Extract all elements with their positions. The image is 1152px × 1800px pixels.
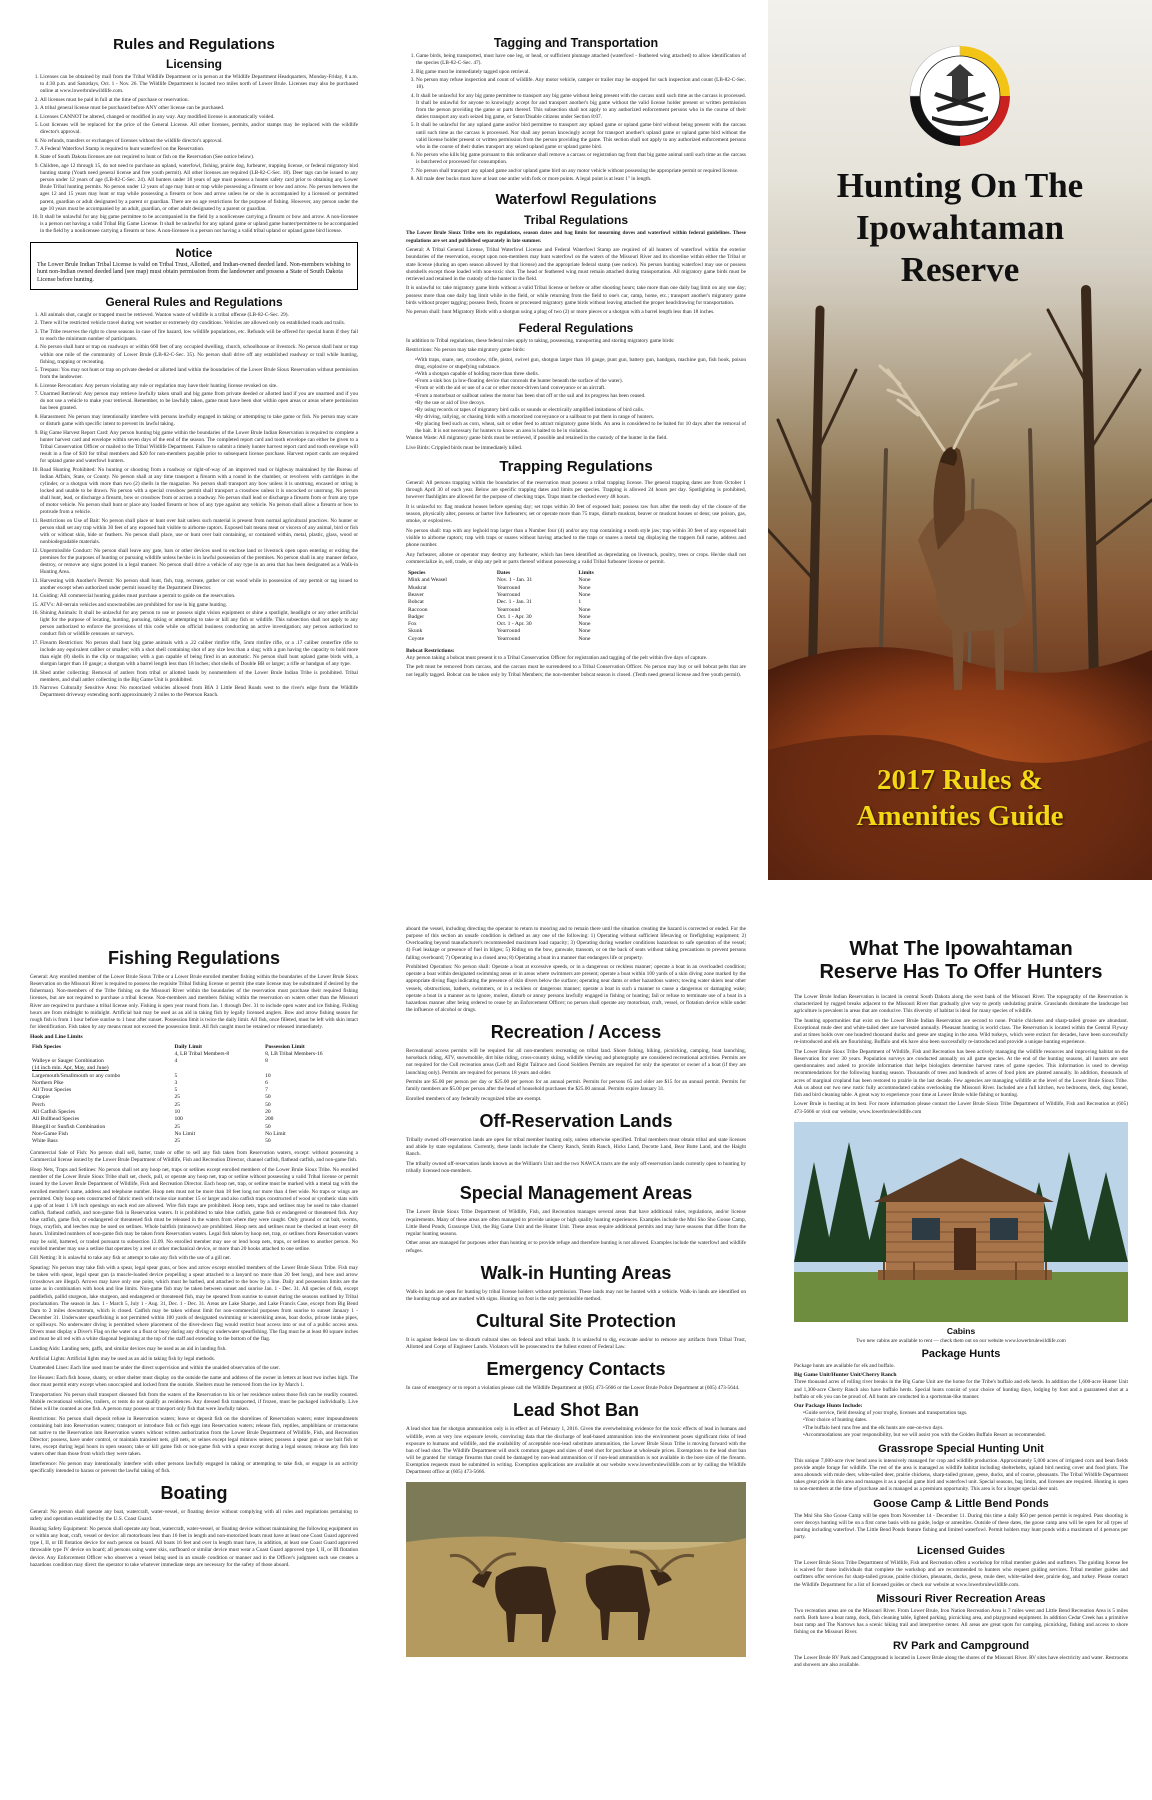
general-rule-item: 8. Harassment: No person may intentionally interfere with persons lawfully engaged in taking or attempting to take game or fish. No person may scare or disturb game with specific intent to prevent its lawful taking. bbox=[40, 414, 358, 428]
table-row bbox=[406, 592, 617, 599]
boating-general: General: No person shall operate any boat, watercraft, water-vessel, or floating device without complying with all rules and regulations pertaining to safety and operation established by the U.S. Coast Guard. bbox=[30, 1509, 358, 1523]
federal-restriction-item: • By the use or aid of live decoys. bbox=[415, 400, 746, 407]
federal-restriction-item: • From a motorboat or sailboat unless the motor has been shut off or the sail and its progress has been ceased. bbox=[415, 393, 746, 400]
federal-restriction-item: • By using records or tapes of migratory bird calls or sounds or electrically amplified imitations of bird calls. bbox=[415, 407, 746, 414]
table-row bbox=[406, 636, 617, 643]
moose-photo bbox=[406, 1482, 746, 1657]
table-cell: Skunk bbox=[408, 628, 423, 635]
lead-shot-heading: Lead Shot Ban bbox=[512, 1400, 639, 1421]
table-cell: 200 bbox=[265, 1116, 274, 1123]
table-cell: Non-Game Fish bbox=[32, 1130, 68, 1137]
panel-fishing-boating bbox=[0, 920, 384, 1800]
table-cell: Coyote bbox=[408, 635, 425, 642]
tribal-unlawful: It is unlawful to: take migratory game birds without a valid Tribal license or before or after shooting hours; take more than one daily bag limit on any one day; possess more than one daily bag limit while in the field, or while returning from the field to one's car, camp, home, etc.; transport another's migratory game birds without proper tagging; possess fresh, frozen or processed migratory game birds without leaving attached the proper head/drawing for transportation. bbox=[406, 285, 746, 306]
fishing-paragraph: Interference: No person may intentionally interfere with other persons lawfully engaged in taking or attempting to take fish, or engage in an activity specifically intended to harass or prevent the lawful taking of fish. bbox=[30, 1460, 358, 1475]
tagging-item: 2. Big game must be immediately tagged upon retrieval. bbox=[416, 69, 746, 76]
table-cell: 25 bbox=[174, 1094, 181, 1101]
table-row bbox=[30, 1065, 358, 1072]
licensed-guides-heading: Licensed Guides bbox=[916, 1545, 1006, 1558]
boating-safety: Boating Safety Equipment: No person shall operate any boat, watercraft, water-vessel, or floating device without maintaining the following equipment on or within any boat, craft, vessel or device: all motorboats less than 16 feet in length and non-motorized boats must have at least one Coast Guard approved type I, II, or III flotation device for each person on board. All boats 16 feet and over in length must have, in addition, at least one Coast Guard approved throwable type IV device on board; all persons using water skis, surfboard or similar device must wear a Coast Guard approved type I, II, or III flotation device. Any Enforcement Officer who observes a vessel being used in an unsafe condition or manner and in the Officer's judgment such use creates a hazardous condition may direct the operator to take whatever immediate steps are necessary for the safety of those aboard. bbox=[30, 1526, 358, 1568]
tagging-item: 7. No person shall transport any upland game and/or upland game bird on any motor vehicle without possessing the appropriate permit or required license. bbox=[416, 168, 746, 175]
general-rule-item: 2. There will be restricted vehicle travel during wet weather or extremely dry conditions. Vehicles are allowed only on established roads and trails. bbox=[40, 320, 358, 327]
general-rule-item: 3. The Tribe reserves the right to close seasons in case of fire hazard, low wildlife populations, etc. Refunds will be offered for special hunts if they fail to reach the minimum number of participants. bbox=[40, 329, 358, 343]
table-cell: Yearround bbox=[496, 628, 521, 635]
table-row bbox=[30, 1131, 358, 1138]
off-reservation-text-2: The tribally owned off-reservation lands known as the William's Unit and the two NAWCA tracts are the only off-reservation lands currently open to hunting by tribally licensed non-members. bbox=[406, 1161, 746, 1175]
fishing-paragraph: Spearing: No person may take fish with a spear, legal spear guns, or bow and arrow except enrolled members of the Lower Brule Sioux Tribe. Fish may be taken with spear, legal spear gun (a muscle-loaded device propelling a spear attached to a lanyard no more than 20 feet long), and bow and arrow (crossbows are illegal). Arrows may have only one point, which must be barbed, and attached to the bow by a line. Daily and possession limits are the same as in combination with hook and line limits. Non-game fish may be taken between sunset and sunrise Jan. 1 - Dec. 31. All species of fish, except paddlefish, pallid sturgeon, lake sturgeon, and endangered or threatened fish, may be speared from sunrise to sunset during the seasons outlined by Tribal proclamation. The season in Jan. 1 - March 5, July 1 - Aug. 31, Dec. 1 - Dec. 31. Areas are Lake Sharpe, and Lake Francis Case, except from Big Bend Dam to 2 miles downstream, which is closed. Catfish may be taken without limit for non-commercial purposes from sunrise to sunset January 1 - December 31. Underwater spearfishing is not permitted within 100 yards of designated swimming or waterskiing areas, boat docks, private intake pipes, or spillways. No underwater diving is permitted where placement of the diver-down flag would restrict boat access into or out of a public access area. Divers must display a Diver's Flag on the water on a float or buoy during any diving or underwater spearfishing. The flag must be at least 80 square inches and must be all red with a white diagonal beginning at the top of the staff and extending to the bottom of the flag. bbox=[30, 1264, 358, 1343]
table-cell: None bbox=[578, 613, 591, 620]
cover-title-line: Reserve bbox=[900, 250, 1020, 289]
general-rule-item: 12. Unpermissible Conduct: No person shall leave any gate, bars or other devices used to enclose land or livestock open upon entering or exiting the premises for the purposes of hunting or pursuing wildlife unless he/she is in lawful possession of the premises. No person shall in any manner deface, destroy, or remove any signs posted in a legal manner. No person shall drive a vehicle of any type in an area that has been designated as a Walk-in Hunting Area. bbox=[40, 548, 358, 577]
fishing-paragraph: Commercial Sale of Fish: No person shall sell, barter, trade or offer to sell any fish taken from Reservation waters, except: without possessing a Commercial license issued by the Lower Brule Department of Wildlife, Fish and Recreation Director, channel catfish, flathead catfish, and non-game fish. bbox=[30, 1150, 358, 1164]
missouri-river-heading: Missouri River Recreation Areas bbox=[876, 1592, 1046, 1605]
licensing-item: 10. It shall be unlawful for any big game permittee to be accompanied in the field by a nonlicensee carrying a firearm or bow and arrow. A non-licensee is a person not having a valid Tribal Big Game License. It shall be unlawful for any upland game or upland game hunter/permittee to be accompanied in the field by a nonlicensee carrying a firearm or bow. A non-licensee is a person not having a valid tribal upland or upland game bird license. bbox=[40, 214, 358, 235]
amenities-title-line: What The Ipowahtaman bbox=[849, 938, 1073, 960]
table-cell: None bbox=[578, 577, 591, 584]
table-cell: Walleye or Sauger Combination bbox=[32, 1058, 104, 1065]
table-header-cell: Possession Limit bbox=[265, 1043, 305, 1050]
hook-line-limits-heading: Hook and Line Limits bbox=[30, 1033, 83, 1040]
table-cell: 50 bbox=[265, 1094, 271, 1101]
table-cell: Muskrat bbox=[408, 584, 427, 591]
fishing-paragraph: Restrictions: No person shall deposit refuse in Reservation waters; leave or deposit fish on the shorelines of Reservation waters; enter impoundments containing bait into Reservation waters; transport or introduce fish or fish eggs into Reservation waters; release fish, reptiles, amphibians or crustaceans not native to the Reservation into Reservation waters without written authorization from the Lower Brule Department of Wildlife, Fish, and Recreation Director; possess, have under control, or maintain transient nets, gill nets, or seines except legal minnow seines; possess a spear gun or use bait fish or lures, except during legal hours in open season; take or kill game fish or non-game fish with a spear except during a legal season; release any fish into waters other than those from which they were taken. bbox=[30, 1415, 358, 1458]
table-cell: 6 bbox=[265, 1079, 268, 1086]
table-cell: Yearround bbox=[496, 635, 521, 642]
general-rule-item: 5. Trespass: You may not hunt or trap on private deeded or allotted land within the boundaries of the Lower Brule Sioux Reservation without permission from the landowner. bbox=[40, 367, 358, 381]
package-include-item: • The buffalo herd runs free and the elk hunts are one-on-two days. bbox=[803, 1425, 1128, 1432]
federal-restriction-item: • By placing feed such as corn, wheat, salt or other feed to attract migratory game birds. An area is considered to be baited for 10 days after the removal of the bait. It is not necessary for hunters to know an area is baited to be in violation. bbox=[415, 421, 746, 435]
trapping-heading: Trapping Regulations bbox=[499, 458, 653, 476]
federal-restriction-item: • From a sink box (a low-floating device that conceals the hunter beneath the surface of the water). bbox=[415, 378, 746, 385]
general-rule-item: 7. Unarmed Retrieval: Any person may retrieve lawfully taken small and big game from private deeded or allotted land if you are unarmed and if you do not use a vehicle to make your retrieval. Remember, to be lawfully taken, game must have been shot within open areas or areas where permission has been granted. bbox=[40, 391, 358, 412]
table-cell: Fox bbox=[408, 621, 417, 628]
table-cell: 10 bbox=[265, 1072, 271, 1079]
cover-subtitle-line: Amenities Guide bbox=[856, 800, 1064, 833]
table-header-cell: Fish Species bbox=[32, 1043, 62, 1050]
federal-regulations-heading: Federal Regulations bbox=[518, 320, 634, 335]
cabin-photo bbox=[794, 1122, 1128, 1322]
trapping-furbearer: Any furbearer, allotee or operator may destroy any furbearer, which has been identified as depredating on livestock, poultry, trees or crops. He/she shall not commercialize in, sell, trade, or ship any pelt or parts thereof without possessing a valid Tribal furbearer license or permit. bbox=[406, 551, 746, 566]
licensing-item: 8. State of South Dakota licenses are not required to hunt or fish on the Reservation (See notice below). bbox=[40, 154, 358, 161]
recreation-exempt: Enrolled members of any federally recognized tribe are exempt. bbox=[406, 1096, 542, 1103]
amenities-intro: The hunting opportunities that exist on the Lower Brule Indian Reservation are second to none. Prairie chickens and sharp-tailed grouse are abundant. Exceptional mule deer and white-tailed deer are harvested annually. Pheasant hunting is world class. The Reservation is located within the Central Flyway and at times holds over one hundred thousand ducks and geese are staging in the area. Wild turkeys, which were extinct for decades, have been successfully re-introduced and elk are flourishing. Buffalo and elk have also been successfully re-introduced and provide a unique hunting experience. bbox=[794, 1017, 1128, 1046]
package-includes-list bbox=[794, 1410, 1128, 1439]
table-cell: 1 bbox=[578, 599, 582, 606]
package-hunts-heading: Package Hunts bbox=[921, 1347, 1001, 1360]
recreation-fees: Permits are $5.00 per person per day or $25.00 per person for an annual permit. Permits for persons 65 and older are $15 for an annual permit. Permits for family members are $5.00 per person after the head of household purchases the $25.00 annual. Permits expire January 31. bbox=[406, 1079, 746, 1093]
table-cell: None bbox=[578, 606, 591, 613]
table-row bbox=[406, 621, 617, 628]
table-cell: No Limit bbox=[174, 1130, 196, 1137]
fishing-paragraph: Ice Houses: Each fish house, shanty, or other shelter must display on the outside the name and address of the owner in letters at least two inches high. The door must permit entry except when unoccupied and locked from the outside. Shelters must be removed from the ice by March 1. bbox=[30, 1374, 358, 1389]
tagging-list bbox=[406, 53, 746, 183]
table-cell: Yearround bbox=[496, 584, 521, 591]
table-cell: 50 bbox=[265, 1101, 271, 1108]
tribal-no-person: No person shall: hunt Migratory Birds with a shotgun using a plug of two (2) or more pieces or a shotgun with a barrel length less than 18 inches. bbox=[406, 309, 715, 316]
big-game-unit-heading: Big Game Unit/Hunter Unit/Cherry Ranch bbox=[794, 1372, 897, 1379]
table-cell: No Limit bbox=[265, 1130, 286, 1137]
federal-restrictions: Restrictions: No person may take migratory game birds: bbox=[406, 347, 526, 354]
goose-camp-text: The Mni Sho Sho Goose Camp will be open from November 14 - December 11. During this time a daily $50 per person permit is required. Pass shooting is over decoys hunting will be on a first come basis with no guide, lodge or amenities. Outside of these dates, the goose camp area will be open for all types of hunting including waterfowl. The Little Bend Ponds feature fishing and limited waterfowl. Permit holders may hunt ponds with a maximum of 4 persons per party. bbox=[794, 1512, 1128, 1540]
licensing-item: 9. Children, age 12 through 15, do not need to purchase an upland, waterfowl, fishing, prairie dog, furbearer, trapping license, or federal migratory bird hunting stamp (Youth need general license and free youth permit). All other licenses are required (LB-82-C-Sec. 18). Deer tags can be issued to any person under 12 years of age (LB-82-C-Sec. 24). All hunters under 18 years of age must possess a hunter safety card prior to obtaining any Lower Brule Tribal hunting permits. No person under 12 years of age may hunt or trap while possessing a firearm or bow and arrow. No person between the ages 12 and 15 years may hunt or trap while possessing a firearm or bow and arrow unless he or she is accompanied by a licensed or permitted parent, guardian or adult designated by a parent or guardian. There are no age restrictions for the purpose of fishing. However, any person under the age 10 years must be accompanied by an adult, guardian, or other adult designated by a parent or guardian. bbox=[40, 163, 358, 213]
lead-shot-text: A lead shot ban for shotgun ammunition only is in effect as of February 1, 2016. Given the overwhelming evidence for the toxic effects of lead in humans and wildlife, even at very low exposure levels, convincing data that the discharge of lead-based ammunition into the environment poses significant risks of lead exposure to humans and wildlife, and the availability of acceptable non-lead substitute ammunition, the Lower Brule Sioux Tribe is moving forward with the ban of lead shot. The Wildlife Department will stock common gauges and sizes of steel shot for purchase at wholesale prices. Exemptions to the lead shot ban will be granted for vintage firearms that could be damaged by non-lead ammunition or if non-lead ammunition is not available in the bore size of the firearm. Exemption requests must be submitted in writing. Exemption applications are available at our website www.lowerbrulewildlife.com or by calling the Wildlife Department office at (605) 473-5666. bbox=[406, 1426, 746, 1476]
rv-park-text: The Lower Brule RV Park and Campground is located in Lower Brule along the shores of the Missouri River. RV sites have electricity and water. Restrooms and showers are also available. bbox=[794, 1655, 1128, 1669]
panel-recreation-access bbox=[384, 920, 768, 1800]
tagging-item: 6. No person who kills big game pursuant to this ordinance shall remove a carcass or registration tag from that big game animal until such time as the carcass is butchered or processed for consumption. bbox=[416, 152, 746, 166]
table-cell: 8 bbox=[265, 1058, 268, 1065]
package-hunts-text: Package hunts are available for elk and buffalo. bbox=[794, 1362, 895, 1369]
missouri-river-text: Two recreation areas are on the Missouri River. From Lower Brule, Iron Nation Recreation Area is 7 miles west and Little Bend Recreation Area is 5 miles north. Both have a boat ramp, dock, fish cleaning table, lighted parking, picnicking area, and playground equipment. In addition Cedar Creek has a primitive boat ramp and The Narrows has a scenic hiking trail and interpretive center. All areas are great spots for camping, picnicking, fishing and access to shore fishing on the Missouri River. bbox=[794, 1607, 1128, 1636]
table-cell: Yearround bbox=[496, 606, 521, 613]
goose-camp-heading: Goose Camp & Little Bend Ponds bbox=[873, 1497, 1049, 1510]
cabins-caption: Cabins bbox=[946, 1325, 976, 1336]
table-row bbox=[406, 614, 617, 621]
table-header-cell: Species bbox=[408, 570, 426, 577]
cover-subtitle-line: 2017 Rules & bbox=[877, 764, 1043, 796]
table-cell: Bluegill or Sunfish Combination bbox=[32, 1123, 106, 1130]
bobcat-heading: Bobcat Restrictions: bbox=[406, 647, 455, 654]
table-cell: None bbox=[578, 591, 591, 598]
amenities-intro: Lower Brule is hosting at its best. For more information please contact the Lower Brule Sioux Tribe Department of Wildlife, Fish and Recreation at (605) 473-5666 or visit our website, www.lowerbrulewildlife.com bbox=[794, 1101, 1128, 1115]
amenities-intro: The Lower Brule Indian Reservation is located in central South Dakota along the west bank of the Missouri River. The topography of the Reservation is characterized by rugged breaks adjacent to the Missouri River that gradually give way to gently undulating prairie. Grasslands dominate the landscape but agriculture is prevalent in areas that are conducive. This diversity of habitat is ideal for many species of wildlife. bbox=[794, 994, 1128, 1015]
table-cell: All Bullhead Species bbox=[32, 1116, 80, 1123]
table-cell: White Bass bbox=[32, 1138, 58, 1145]
tagging-item: 4. It shall be unlawful for any big game permittee to transport any big game without being present with the carcass until such time as the carcass is processed. It shall be unlawful for anyone to knowingly accept for and transport another's big game without the valid license holder present or written permission from the person providing the game or parts thereof. This subsection shall not apply to any authorized enforcement persons who in the course of their duties transport any such seized big game, or Sutor/Disable citizens under Section 8:07. bbox=[416, 93, 746, 122]
table-cell bbox=[30, 1051, 172, 1058]
table-cell: Badger bbox=[408, 613, 425, 620]
fishing-paragraph: Artificial Lights: Artificial lights may be used as an aid in taking fish by legal methods. bbox=[30, 1355, 216, 1362]
grassrope-text: This unique 7,000-acre river bend area is intensively managed for crop and wildlife production. Approximately 5,000 acres of irrigated corn and bean fields provide ample forage for wildlife. The rest of the area is managed as wildlife habitat including shelterbelts, upland bird nesting cover and food plots. The area abounds with mule deer, white-tailed deer, prairie chickens, sharp-tailed grouse, geese, ducks, and of course, pheasants. The Tribal Wildlife Department takes great pride in this area and manages it as a special game bird and waterfowl unit. Special seasons, bag limits, and licenses are required. Hunting is open to non-members at the time of purchase and is managed as a premium opportunity. This area is for a longer special deer unit. bbox=[794, 1457, 1128, 1493]
table-header-cell: Daily Limit bbox=[174, 1043, 202, 1050]
bobcat-text-1: Any person taking a bobcat must present it to a Tribal Conservation Officer for registration and tagging of the pelt within five days of capture. bbox=[406, 654, 708, 661]
licensing-heading: Licensing bbox=[165, 57, 222, 71]
table-row bbox=[30, 1124, 358, 1131]
table-cell: Perch bbox=[32, 1101, 45, 1108]
table-row bbox=[406, 577, 617, 584]
special-areas-text: The Lower Brule Sioux Tribe Department of Wildlife, Fish, and Recreation manages several areas that have additional rules, regulations, and/or license requirements. Many of these areas are often managed to provide unique or high quality hunting experiences. Examples include the Mni Sho Sho Goose Camp, Little Bend Ponds, Grassrope Unit, the Big Game Unit and the Hunter Unit. These areas require additional permits and may have seasons that differ from the regular hunting seasons. bbox=[406, 1209, 746, 1237]
limits-header bbox=[30, 1044, 358, 1051]
fishing-general: General: Any enrolled member of the Lower Brule Sioux Tribe or a Lower Brule enrolled member fishing within the boundaries of the Lower Brule Sioux Reservation on the Missouri River is required to possess the requisite Tribal fishing license or permit (the state license may be substituted if desired by the fisherman). Non-members of the Tribe fishing on the Missouri River within the boundaries of the reservation must purchase their required fishing licenses, but are not required to purchase a tribal license. Non-members and members fishing within the reservation on waters other than the Missouri River are required to purchase a tribal license only. Fishing is open year round from Jan. 1 through Dec. 31 to include open water and ice fishing. Fishing hours are from midnight to midnight. Artificial bait may be used as an aid in taking fish by legally licensed anglers. Bow and arrow fishing season for rough fish is from 1 hour before sunrise to 1 hour after sunset. Possession limit is twice the daily limit. All fish, once filleted, must be left with skin intact for identification. Fish taken by any means must not exceed the possession limit. All fish caught must be retained or released immediately. bbox=[30, 974, 358, 1030]
table-row bbox=[406, 599, 617, 606]
tribal-intro: The Lower Brule Sioux Tribe sets its regulations, season dates and bag limits for mourning doves and waterfowl within federal guidelines. These regulations are set and published separately in late summer. bbox=[406, 230, 746, 244]
trapping-table-header bbox=[406, 570, 617, 577]
table-cell: 7 bbox=[265, 1087, 268, 1094]
walk-in-text: Walk-in lands are open for hunting by tribal license holders without permission. These lands may not be hunted with a vehicle. Walk-in lands are identified on the hunting map and are marked with signs. Hunting on foot is the only permissible method. bbox=[406, 1288, 746, 1302]
table-cell: 25 bbox=[174, 1138, 181, 1145]
package-include-item: • Accommodations are your responsibility, but we will assist you with the Golden Buffalo Resort as recommended. bbox=[803, 1432, 1128, 1439]
table-header-cell: Limits bbox=[578, 570, 594, 577]
table-cell: None bbox=[578, 628, 591, 635]
table-cell: Dec. 1 - Jan. 31 bbox=[496, 599, 532, 606]
table-row bbox=[30, 1073, 358, 1080]
general-rule-item: 10. Road Hunting Prohibited: No hunting or shooting from a roadway or right-of-way of an improved road or highway maintained by the Bureau of Indian Affairs, State, or County. No person shall at any time transport a firearm with a round in the chamber, or revolvers with cartridges in the cylinder, or a shotgun with more than two (2) shells in the magazine. No person shall transport any bow unless it is unstrung, encased or string is locked and unable to be drawn. No person with a special crossbow permit shall transport a crossbow unless it is uncocked or unstrung. No person shall hunt, lead, or discharge a firearm, bow or crossbow from or across a roadway. No person shall lead or discharge a firearm from or from any type of motor vehicle. No person shall hunt or place any loaded firearm or bow of any type against any vehicle. No person shall allow a firearm or bow to protrude from a vehicle. bbox=[40, 467, 358, 517]
fishing-paragraph: Unattended Lines: Each line used must be under the direct supervision and within the unaided observation of the user. bbox=[30, 1365, 280, 1372]
tagging-item: 8. All male deer bucks must have at least one antler with fork or more points. A legal point is at least 1" in length. bbox=[416, 176, 746, 183]
table-cell: 25 bbox=[174, 1101, 181, 1108]
table-cell: 3 bbox=[174, 1079, 178, 1086]
table-cell: 5 bbox=[174, 1087, 178, 1094]
table-row bbox=[30, 1087, 358, 1094]
table-row bbox=[30, 1102, 358, 1109]
table-cell: 20 bbox=[265, 1109, 271, 1116]
emergency-heading: Emergency Contacts bbox=[486, 1359, 666, 1380]
fishing-paragraph: Gill Netting: It is unlawful to take any fish or attempt to take any fish with the use of a gill net. bbox=[30, 1255, 231, 1262]
table-cell bbox=[263, 1065, 358, 1072]
licensed-guides-text: The Lower Brule Sioux Tribe Department of Wildlife, Fish and Recreation offers a workshop for tribal member guides and outfitters. The guiding license fee is waived for those individuals that complete the workshop and are recommended to hunters who request guiding services. Tribal member guides and outfitters offer services for sharp-tailed grouse, prairie chicken, pheasants, ducks, geese, mule deer, white-tailed deer, prairie dog, and turkey. Please contact the Wildlife Department for a list of licensed guides or check our website at www.lowerbrulewildlife.com. bbox=[794, 1560, 1128, 1588]
prohibited-operation: Prohibited Operation: No person shall: Operate a boat at excessive speeds, or in a dangerous or reckless manner; operate a boat in an overloaded condition; operate a boat within designated swimming areas or in areas where swimmers are present; operate a boat within 100 yards of a skin diving zone marked by the appropriate diving flags indicating the presence of skin divers below the surface; operating near dams or other hazardous waters; towing water skiers near other vessels, obstructions, bathers, swimmers, or in a reckless or dangerous manner; operate a boat in such a manner to cause a dangerous or damaging wake; operate a boat in a manner as to ignore, molest, disturb or annoy persons lawfully engaged in fishing or hunting; fail or refuse to terminate use of a boat in a hazardous manner after being ordered to cease by an Enforcement Officer; no person shall operate any motorboat, craft, vessel, or flotation device while under the influence of alcohol or drugs. bbox=[406, 964, 746, 1014]
table-row bbox=[406, 628, 617, 635]
federal-restriction-item: • From or with the aid or use of a car or other motor-driven land conveyance or an aircraft. bbox=[415, 385, 746, 392]
trapping-table bbox=[406, 570, 617, 643]
tagging-item: 3. No person may refuse inspection and count of wildlife. Any motor vehicle, camper or trailer may be stopped for such inspection and count (LB-82-C-Sec. 10). bbox=[416, 77, 746, 91]
general-rule-item: 9. Big Game Harvest Report Card: Any person hunting big game within the boundaries of the Lower Brule Indian Reservation is required to complete a hunter harvest card and envelope within seven days of the end of the season. The completed report card and tooth envelope can either be given to a Tribal Conservation Officer or mailed to the Tribal Wildlife Department. Failure to submit a timely hunter harvest report card and tooth envelope will result in a fine of $10 for tribal members and $20 for non-members payable prior to subsequent license purchase. Harvest report cards are required for upland game and waterfowl hunters. bbox=[40, 430, 358, 466]
panel-rules-regulations bbox=[0, 0, 384, 880]
table-cell: Crappie bbox=[32, 1094, 50, 1101]
trapping-general: General: All persons trapping within the boundaries of the reservation must possess a tribal trapping license. The general trapping dates are from October 1 through April 30 of each year. Below are specific trapping dates and limits per species. Trapping is allowed 24 hours per day. Spotlighting is prohibited, however flashlights are allowed for the purpose of checking traps. Traps must be checked every 48 hours. bbox=[406, 480, 746, 501]
general-rule-item: 15. ATV's: All-terrain vehicles and snowmobiles are prohibited for use in big game hunting. bbox=[40, 602, 358, 609]
licensing-item: 7. A Federal Waterfowl Stamp is required to hunt waterfowl on the Reservation. bbox=[40, 146, 358, 153]
table-row bbox=[406, 607, 617, 614]
table-cell: 25 bbox=[174, 1123, 181, 1130]
tribal-general: General: A Tribal General License, Tribal Waterfowl License and Federal Waterfowl Stamp are required of all hunters of waterfowl within the exterior boundaries of the reservation, except upon non-members may hunt waterfowl on the waters of the Missouri River and its shoreline within either the Tribal or state license (during an open season allowed by that license) and the appropriate federal stamp (see notice). No person hunting waterfowl may use or possess shotshells except those loaded with non-toxic shot. The head or feathered wing must remain attached during transportation. All migratory game birds must be retrieved and retained in the custody of the hunter in the field. bbox=[406, 247, 746, 282]
licensing-list bbox=[30, 74, 358, 236]
table-row bbox=[30, 1080, 358, 1087]
table-cell: 50 bbox=[265, 1123, 271, 1130]
table-cell: Raccoon bbox=[408, 606, 428, 613]
fishing-paragraph: Landing Aids: Landing nets, gaffs, and similar devices may be used as an aid in landing fish. bbox=[30, 1346, 227, 1352]
table-row bbox=[30, 1094, 358, 1101]
special-areas-text-2: Other areas are managed for purposes other than hunting or to provide refuge and therefore hunting is not allowed. Examples include the waterfowl and wildlife refuges. bbox=[406, 1240, 746, 1254]
table-cell: Oct. 1 - Apr. 30 bbox=[496, 613, 532, 620]
big-game-unit-text: Three thousand acres of rolling river breaks in the Big Game Unit are the home for the Tribe's buffalo and elk herds. In addition the 1,600-acre Hunter Unit and 1,300-acre Cherry Ranch also have buffalo herds. Special hunts consist of your choice of hunting days, lodging by foot and a guaranteed shot at a buffalo or elk you can be proud of. All hunts are conducted in a sportsman-like manner. bbox=[794, 1379, 1128, 1400]
limits-subheader bbox=[30, 1051, 358, 1058]
federal-intro: In addition to Tribal regulations, these federal rules apply to taking, possessing, transporting and storing migratory game birds: bbox=[406, 337, 675, 344]
cover-title-line: Hunting On The bbox=[836, 166, 1084, 205]
general-rule-item: 18. Shed antler collecting: Removal of antlers from tribal or allotted lands by nonmembers of the Lower Brule Indian Tribe is prohibited. Tribal members, and shall antler collecting in the Big Game Unit is prohibited. bbox=[40, 670, 358, 684]
package-include-item: • Guide service, field dressing of your trophy, licenses and transportation tags. bbox=[803, 1410, 1128, 1417]
notice-text: The Lower Brule Indian Tribal License is valid on Tribal Trust, Allotted, and Indian-owned deeded land. Non-members wishing to hunt non-Indian owned deeded land (see map) must obtain permission from the landowner and possess a State of South Dakota License before hunting. bbox=[37, 261, 351, 284]
fishing-paragraph: Hoop Nets, Traps and Setlines: No person shall set any hoop net, traps or setlines except enrolled members of the Lower Brule Sioux Tribe. No enrolled member of the Lower Brule Sioux Tribe shall set, check, pull, or operate any hoop net, trap or setline without possessing a valid Tribal license or permit issued by the Lower Brule Department of Wildlife, Fish and Recreation Director. Each hoop net, trap, or setline must be marked with a metal tag with the enrolled member's name, address and telephone number. Hoop nets must not be more than 18 feet long nor more than 4 feet wide. No traps or wings are permitted. Only hoop nets constructed of fabric mesh with twine size number 15 or larger and also catfish traps constructed of wood or synthetic slats with a gap of at least 1 1/8 inch openings on each end are allowed. Wire fish traps are prohibited. Hoop nets, traps and setlines may be used to take channel catfish, flathead catfish, and non-game fish in Reservation waters. It is prohibited to take blue catfish, game fish or endangered or threatened fish. Any blue catfish, game fish, or endangered or threatened fish must be released in the waters from where they were caught. Only ground or cut bait, worms, frogs, crayfish, and leeches may be used on setlines. Whole baitfish (minnows) are prohibited. Hoop nets and setlines must be checked at least every 48 hours. Unlimited numbers of non-game fish may be taken from Reservation waters. Legal fish taken by hoop net, trap, or setlines from Reservation waters may be sold, bartered, or traded pursuant to subsection 12.09. No enrolled member may use or lend hoop nets, traps, or setlines to another person. No enrolled member may use a setline that operates by a reel or other mechanical device, or more than 20 hooks attached to one setline. bbox=[30, 1167, 358, 1252]
panel-tagging-waterfowl-trapping bbox=[384, 0, 768, 880]
table-cell: Yearround bbox=[496, 591, 521, 598]
amenities-title-line: Reserve Has To Offer Hunters bbox=[819, 961, 1103, 983]
package-include-item: • Your choice of hunting dates. bbox=[803, 1417, 1128, 1424]
tagging-item: 5. It shall be unlawful for any upland game and/or bird permittee to transport any upland game or upland game bird without being present with the carcass until such time as the carcass is processed. Nor shall any person knowingly accept for transport another's upland game or upland game bird without the valid license holder present or written permission from the person providing the game. This section shall not apply to any authorized enforcement persons who in the course of their duties transport any seized upland game or upland game bird. bbox=[416, 122, 746, 151]
federal-restriction-item: • With a shotgun capable of holding more than three shells. bbox=[415, 371, 746, 378]
grassrope-heading: Grassrope Special Hunting Unit bbox=[878, 1442, 1044, 1455]
table-cell: Oct. 1 - Apr. 30 bbox=[496, 621, 532, 628]
live-birds: Live Birds: Crippled birds must be immediately killed. bbox=[406, 444, 523, 451]
table-cell: 100 bbox=[174, 1116, 183, 1123]
general-rule-item: 16. Shining Animals: It shall be unlawful for any person to use or possess night vision equipment or shine a spotlight, headlight or any other artificial light for the purpose of locating, hunting, pursuing, taking or attempting to take or kill any fish or wildlife. This subsection shall not apply to any person authorized to enforce the provisions of this code while on official business conducting an active investigation; any person authorized to conduct fish or wildlife censuses or surveys. bbox=[40, 610, 358, 639]
table-row bbox=[30, 1116, 358, 1123]
table-cell: Mink and Weasel bbox=[408, 577, 447, 584]
table-row bbox=[30, 1138, 358, 1145]
table-cell: (14 inch min. Apr, May, and June) bbox=[32, 1065, 109, 1072]
general-rule-item: 4. No person shall hunt or trap on roadways or within 660 feet of any occupied dwelling, church, schoolhouse or livestock. No person shall hunt or trap within one mile of the community of Lower Brule (LB-82-C-Sec. 35). No person shall drive off any established roadway or trail while hunting, fishing, trapping or recreating. bbox=[40, 344, 358, 365]
table-cell: 4 bbox=[174, 1058, 178, 1065]
general-rules-heading: General Rules and Regulations bbox=[105, 295, 283, 310]
tribal-medicine-wheel-logo bbox=[906, 42, 1014, 150]
licensing-item: 3. A tribal general license must be purchased before ANY other license can be purchased. bbox=[40, 105, 358, 112]
panel-amenities bbox=[768, 920, 1152, 1800]
table-cell: 5 bbox=[174, 1072, 178, 1079]
cover-title-line: Ipowahtaman bbox=[855, 208, 1065, 247]
boating-continued: aboard the vessel, including directing the operator to return to mooring and to remain there until the situation creating the hazard is corrected or ended. For the purpose of this section an unsafe condition is defined as any one of the following: 1) Operating without sufficient lifesaving or firefighting equipment; 2) Overloading beyond manufacturer's recommended maximum load capacity; 3) Operating during weather conditions hazardous to safe operation of the vessel; 4) Fuel leakage or presence of fuel in bilges; 5) Riding on the bow, gunwale, transom, or on the back of seats without taking precautions to prevent persons falling overboard; 7) Operating in a closed area; 8) Operating a boat in a manner that endangers life or property. bbox=[406, 926, 746, 961]
notice-box bbox=[30, 242, 358, 290]
table-row bbox=[406, 585, 617, 592]
tagging-heading: Tagging and Transportation bbox=[493, 36, 659, 50]
federal-restriction-item: • With traps, snare, net, crossbow, rifle, pistol, swivel gun, shotgun larger than 10 gauge, punt gun, battery gun, handgun, machine gun, fish hook, poison drug, explosive or stupefying substance. bbox=[415, 357, 746, 371]
general-rule-item: 13. Harvesting with Another's Permit: No person shall hunt, fish, trap, recreate, gather or cut wood while in possession of any permit or tag issued to another except when authorized under permit issued by the Department Director. bbox=[40, 578, 358, 592]
federal-restrictions-list bbox=[406, 357, 746, 436]
table-cell: Bobcat bbox=[408, 599, 424, 606]
table-cell: Northern Pike bbox=[32, 1079, 64, 1086]
recreation-text: Recreational access permits will be required for all non-members recreating on tribal land. Shore fishing, hiking, picnicking, camping, boat launching, horseback riding, ATV, snowmobile, dirt bike riding, cross-country skiing, wildlife viewing and photography are considered recreational activities. Permits are not required for the Cull recreation areas (Left and Right Tailrace and Good Soldiers Permits are required for only the operator or owner of a boat (if they are launching only). Permits are required for persons 18 years and older. bbox=[406, 1048, 746, 1076]
general-rule-item: 11. Restrictions on Use of Bait: No person shall place or hunt over bait unless such material is present from normal agricultural practices. No hunter or person shall set any trap within 30 feet of any exposed bait visible to airborne raptors. Exposed bait means meat or viscera of any animal, bird or fish with or without skin, hide or feathers. No person shall place, use or hunt over bait containing, or contained within, metal, plastic, glass, wood or nonbiodegradable materials. bbox=[40, 518, 358, 547]
table-row bbox=[30, 1109, 358, 1116]
table-cell: None bbox=[578, 584, 591, 591]
general-rule-item: 1. All animals shot, caught or trapped must be retrieved. Wanton waste of wildlife is a tribal offense (LB-82-C-Sec. 29). bbox=[40, 312, 358, 319]
licensing-item: 6. No refunds, transfers or exchanges of licenses without the wildlife director's approval. bbox=[40, 138, 358, 145]
fishing-paragraph: Transportation: No person shall transport diseased fish from the waters of the Reservation to his or her residence unless those fish can be readily counted. Mobile recreational vehicles, trailers, or tents do not qualify as residences. Any dressed fish transported, if frozen, must be packaged individually. Live fishes will be counted as one fish. A person may possess or transport only fish that were lawfully taken. bbox=[30, 1391, 358, 1412]
rv-park-heading: RV Park and Campground bbox=[892, 1640, 1030, 1653]
general-rules-list bbox=[30, 312, 358, 700]
table-cell: 50 bbox=[265, 1138, 271, 1145]
table-cell: 10 bbox=[174, 1109, 181, 1116]
emergency-text: In case of emergency or to report a violation please call the Wildlife Department at (605) 473-5666 or the Lower Brule Police Department at (605) 473-5644. bbox=[406, 1385, 740, 1392]
cover-subtitle bbox=[768, 762, 1152, 835]
federal-restriction-item: • By driving, rallying, or chasing birds with a motorized conveyance or a sailboat to put them in range of hunters. bbox=[415, 414, 746, 421]
off-reservation-heading: Off-Reservation Lands bbox=[479, 1111, 673, 1132]
licensing-item: 5. Lost licenses will be replaced for the price of the General License. All other licenses, permits, and/or stamps may be replaced with the wildlife director's approval. bbox=[40, 122, 358, 136]
wanton-waste: Wanton Waste: All migratory game birds must be retrieved, if possible and retained in the custody of the hunter in the field. bbox=[406, 435, 668, 442]
walk-in-heading: Walk-in Hunting Areas bbox=[480, 1262, 672, 1283]
table-cell: Nov. 1 - Jan. 31 bbox=[496, 577, 533, 584]
recreation-heading: Recreation / Access bbox=[490, 1022, 662, 1043]
tribal-regulations-heading: Tribal Regulations bbox=[523, 213, 628, 228]
general-rule-item: 6. License Revocation: Any person violating any rule or regulation may have their hunting license revoked on site. bbox=[40, 383, 358, 390]
table-header-cell: Dates bbox=[496, 570, 511, 577]
licensing-item: 2. All licenses must be paid in full at the time of purchase or reservation. bbox=[40, 97, 358, 104]
general-rule-item: 14. Guiding: All commercial hunting guides must purchase a permit to guide on the reservation. bbox=[40, 593, 358, 600]
general-rule-item: 17. Firearm Restriction: No person shall hunt big game animals with a .22 caliber rimfire rifle, 5mm rimfire rifle, or a .17 caliber centerfire rifle to include any equivalent caliber or smaller; with a shot shell containing shot of any size less than a slug; with a gun having the capacity to hold more than eight (8) shells in the clip or magazine; with a gun capable of being fired in an automatic. No person shall hunt upland game birds with, a shotgun larger than 10 gauge; a shotgun with a barrel length less than 18 inches; shot shells of Double BB or larger; a rifle or handgun of any type. bbox=[40, 640, 358, 669]
fishing-heading: Fishing Regulations bbox=[107, 948, 280, 968]
tagging-item: 1. Game birds, being transported, must have one leg, or head, or sufficient plumage attached (waterfowl - feathered wing attached) to allow identification of the species (LB-82-C-Sec. 47). bbox=[416, 53, 746, 67]
package-includes-heading: Our Package Hunts Include: bbox=[794, 1403, 863, 1410]
table-cell: Beaver bbox=[408, 591, 424, 598]
table-cell: None bbox=[578, 635, 591, 642]
cover-title bbox=[768, 165, 1152, 291]
boating-heading: Boating bbox=[160, 1483, 228, 1504]
trapping-unlawful: It is unlawful to: flag muskrat houses before opening day; set traps within 30 feet of exposed bait; possess raw furs after the tenth day of the closure of the season, physically alter, possess or barter live furbearers; set or operate more than 75 traps, disturb muskrat, beaver or muskrat houses or dens; use poison, gas, smoke, or explosives. bbox=[406, 504, 746, 525]
cabins-note: Two new cabins are available to rent — check them out on our website www.lowerbrulewildlife.com bbox=[856, 1337, 1066, 1344]
table-cell: All Trout Species bbox=[32, 1087, 72, 1094]
table-cell: 4, LB Tribal Members-8 bbox=[174, 1050, 230, 1057]
table-cell: Largemouth/Smallmouth or any combo bbox=[32, 1072, 121, 1079]
table-cell bbox=[172, 1065, 263, 1072]
cover-panel bbox=[768, 0, 1152, 880]
cultural-text: It is against federal law to disturb cultural sites on federal and tribal lands. It is unlawful to dig, excavate and/or to remove any artifacts from Tribal Trust, Allotted and Corps of Engineer Lands. Violators will be prosecuted to the fullest extent of Federal Law. bbox=[406, 1337, 746, 1351]
trapping-no-person: No person shall: trap with any leghold trap larger than a Number four (4) and/or any trap containing a tooth style jaw; trap within 30 feet of any exposed bait visible to airborne raptors; trap with traps or snares without having attached to the traps or snares a metal tag displaying the trappers full name, address and phone number. bbox=[406, 527, 746, 549]
off-reservation-text: Tribally owned off-reservation lands are open for tribal member hunting only, unless otherwise specified. Tribal members must obtain tribal and state licenses and abide by state regulations. Currently, these lands include the Cherry Ranch, Smith Ranch, Hicks Land, Ducotte Land, Bear Butte Land, and the Haight Ranch. bbox=[406, 1137, 746, 1158]
waterfowl-heading: Waterfowl Regulations bbox=[495, 191, 657, 209]
bobcat-text-2: The pelt must be removed from carcass, and the carcass must be surrendered to a Tribal Conservation Officer. No person may buy or sell bobcat pelts that are not legally tagged. Bobcat can be taken only by Tribal Members; the non-member bobcat season is closed. (Tenth need general license and free youth permit). bbox=[406, 664, 746, 678]
table-cell: 8, LB Tribal Members-16 bbox=[265, 1050, 323, 1057]
amenities-title bbox=[794, 938, 1128, 984]
general-rule-item: 19. Narrows Culturally Sensitive Area: No motorized vehicles allowed from BIA 3 Little Bend Roads west to the river's edge from the Wildlife Department driveway extending north approximately 2 miles to the Peterson Ranch. bbox=[40, 685, 358, 699]
licensing-item: 1. Licenses can be obtained by mail from the Tribal Wildlife Department or in person at the Wildlife Department Headquarters, Monday-Friday, 8 a.m. to 4:30 p.m. and Saturdays, Oct. 1 - Nov. 26. The Wildlife Department is located two miles north of Lower Brule. Licenses may also be purchased online at www.lowerbrulewildlife.com. bbox=[40, 74, 358, 95]
section-title-rules: Rules and Regulations bbox=[113, 36, 275, 53]
notice-heading: Notice bbox=[175, 245, 213, 260]
cultural-heading: Cultural Site Protection bbox=[475, 1311, 677, 1331]
licensing-item: 4. Licenses CANNOT be altered, changed or modified in any way. Any modified license is automatically voided. bbox=[40, 114, 358, 121]
amenities-intro: The Lower Brule Sioux Tribe Department of Wildlife, Fish and Recreation has been actively managing the wildlife resources and improving habitat on the Reservation for over 30 years. Population surveys are conducted annually on all game species. At the end of the hunting seasons, all hunters are sent questionnaires and asked to provide information that helps biologists determine harvest rates of game species. This information is used to develop recommendations for the following hunting season. Thousands of trees and hundreds of acres of food plots are planted annually. In addition, thousands of acres of marginal cropland has been restored to prairie in the last decade. Few agencies are managing wildlife at the level of the Lower Brule Sioux Tribe. Ask us about our two new rustic fully accommodated cabins overlooking the Missouri River. Included are a full kitchen, two bedrooms, deck, dog kennel, fish and bird cleaning table. A great way to experience your time at Lower Brule while fishing or hunting. bbox=[794, 1048, 1128, 1098]
table-cell: All Catfish Species bbox=[32, 1109, 76, 1116]
special-areas-heading: Special Management Areas bbox=[459, 1183, 693, 1204]
table-cell: None bbox=[578, 621, 591, 628]
hook-line-limits-table bbox=[30, 1044, 358, 1146]
